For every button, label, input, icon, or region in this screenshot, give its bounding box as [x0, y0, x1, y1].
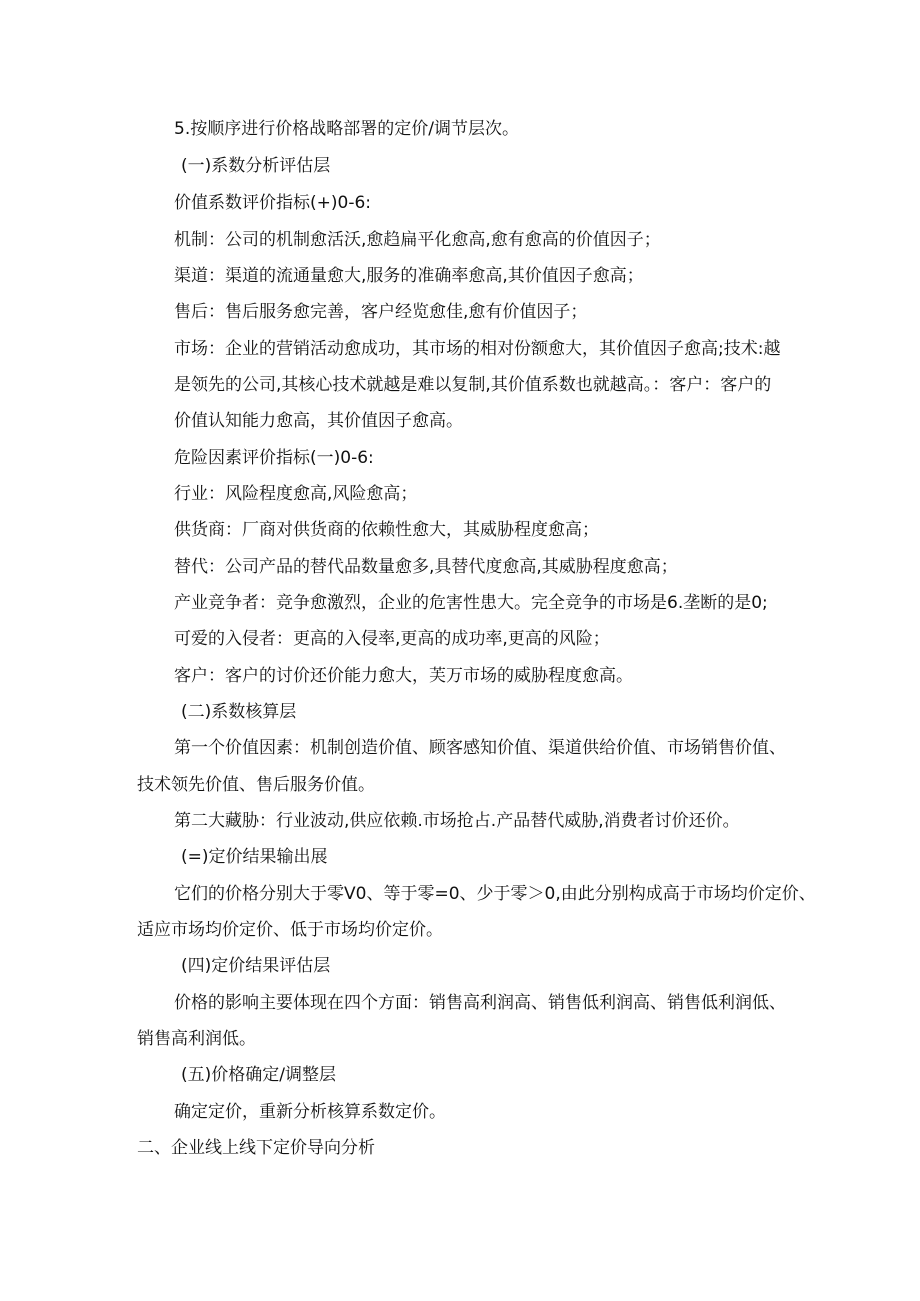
paragraph-price-comparison-cont: 适应市场均价定价、低于市场均价定价。	[137, 920, 443, 940]
value-coefficient-heading: 价值系数评价指标(+)0-6:	[174, 193, 372, 213]
subheading-coefficient-accounting: (二)系数核算层	[181, 702, 297, 722]
paragraph-after-sales: 售后：售后服务愈完善，客户经览愈佳,愈有价值因子；	[174, 302, 588, 322]
paragraph-market: 市场：企业的营销活动愈成功，其市场的相对份额愈大，其价值因子愈高;技术:越	[174, 339, 781, 359]
paragraph-second-threat: 第二大藏胁：行业波动,供应依赖.市场抢占.产品替代威胁,消费者讨价还价。	[174, 811, 740, 831]
paragraph-price-comparison: 它们的价格分别大于零V0、等于零=0、少于零＞0,由此分别构成高于市场均价定价、	[174, 884, 816, 904]
paragraph-mechanism: 机制：公司的机制愈活沃,愈趋扁平化愈高,愈有愈高的价值因子；	[174, 230, 661, 250]
subheading-coefficient-analysis: (一)系数分析评估层	[181, 156, 331, 176]
subheading-pricing-output: (=)定价结果输出展	[181, 847, 328, 867]
subheading-pricing-evaluation: (四)定价结果评估层	[181, 956, 331, 976]
subheading-price-adjustment: (五)价格确定/调整层	[181, 1065, 336, 1085]
risk-factor-heading: 危险因素评价指标(一)0-6:	[174, 448, 374, 468]
section-heading-pricing-layers: 5.按顺序进行价格战略部署的定价/调节层次。	[174, 119, 519, 139]
paragraph-intruder: 可爱的入侵者：更高的入侵率,更高的成功率,更高的风险；	[174, 629, 610, 649]
paragraph-market-cont-1: 是领先的公司,其核心技术就越是难以复制,其价值系数也就越高。：客户：客户的	[174, 375, 772, 395]
paragraph-substitute: 替代：公司产品的替代品数量愈多,具替代度愈高,其威胁程度愈高；	[174, 557, 678, 577]
paragraph-price-impact-cont: 销售高利润低。	[137, 1029, 256, 1049]
paragraph-market-cont-2: 价值认知能力愈高，其价值因子愈高。	[174, 411, 463, 431]
paragraph-industry: 行业：风险程度愈高,风险愈高；	[174, 484, 418, 504]
paragraph-supplier: 供货商：厂商对供货商的依赖性愈大，其威胁程度愈高；	[174, 520, 599, 540]
paragraph-customer: 客户：客户的讨价还价能力愈大，芙万市场的威胁程度愈高。	[174, 666, 633, 686]
section-heading-online-offline: 二、企业线上线下定价导向分析	[137, 1138, 375, 1158]
paragraph-competitor: 产业竞争者：竞争愈激烈，企业的危害性患大。完全竞争的市场是6.垄断的是0;	[174, 593, 768, 613]
paragraph-confirm-pricing: 确定定价，重新分析核算系数定价。	[174, 1102, 446, 1122]
paragraph-first-value-factor-cont: 技术领先价值、售后服务价值。	[137, 775, 375, 795]
paragraph-first-value-factor: 第一个价值因素：机制创造价值、顾客感知价值、渠道供给价值、市场销售价值、	[174, 738, 786, 758]
paragraph-price-impact: 价格的影响主要体现在四个方面：销售高利润高、销售低利润高、销售低利润低、	[174, 993, 786, 1013]
paragraph-channel: 渠道：渠道的流通量愈大,服务的准确率愈高,其价值因子愈高；	[174, 266, 644, 286]
